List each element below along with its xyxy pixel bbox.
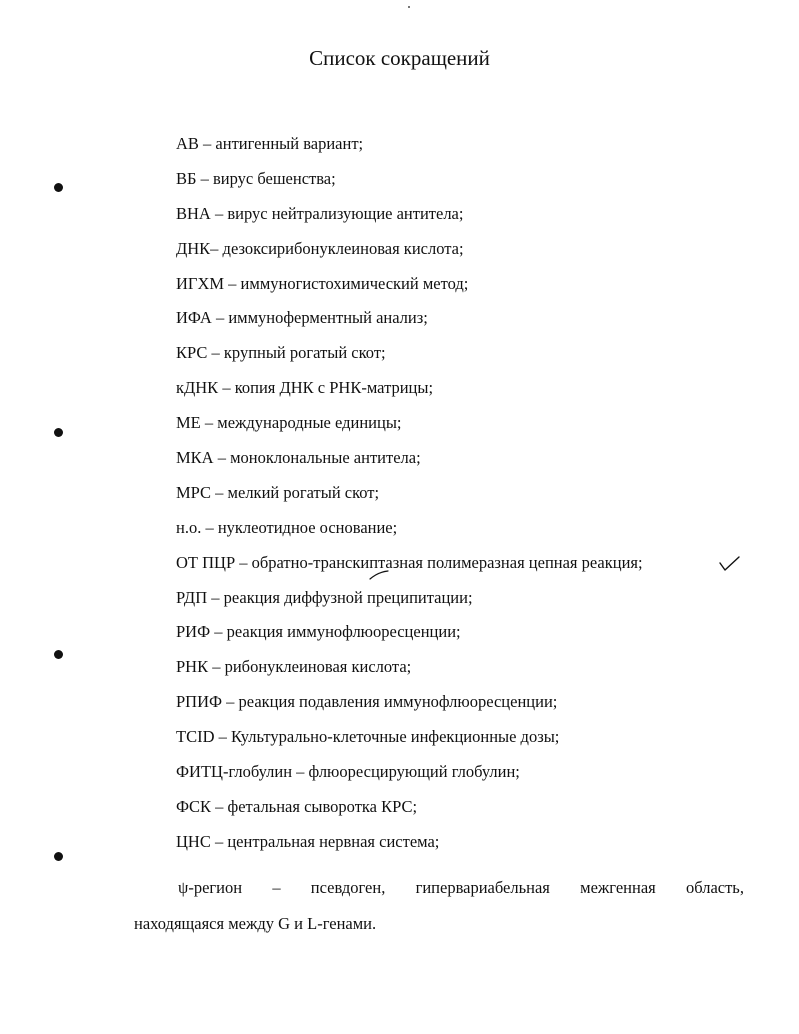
psi-word: область, <box>685 878 744 897</box>
punch-hole-mark <box>54 428 63 437</box>
abbreviation-item: ВБ – вирус бешенства; <box>176 168 336 188</box>
abbreviation-item: кДНК – копия ДНК с РНК-матрицы; <box>176 378 434 398</box>
abbreviation-item: TCID – Культурально-клеточные инфекционные дозы; <box>176 727 560 747</box>
abbreviation-item: н.о. – нуклеотидное основание; <box>176 517 398 537</box>
abbreviation-item: РИФ – реакция иммунофлюоресценции; <box>176 622 461 642</box>
punch-hole-mark <box>54 650 63 659</box>
abbreviation-item: ЦНС – центральная нервная система; <box>176 831 440 851</box>
psi-word: межгенная <box>580 878 656 897</box>
abbreviation-item: ИГХМ – иммуногистохимический метод; <box>176 273 469 293</box>
page-title: Список сокращений <box>309 46 490 70</box>
abbreviation-item: ФСК – фетальная сыворотка КРС; <box>176 796 418 816</box>
scan-speck <box>408 6 410 8</box>
abbreviation-item: ИФА – иммуноферментный анализ; <box>176 308 428 328</box>
psi-word: псевдоген, <box>310 878 386 897</box>
abbreviation-item: МРС – мелкий рогатый скот; <box>176 482 380 502</box>
abbreviation-item: РДП – реакция диффузной преципитации; <box>176 587 473 607</box>
checkmark-icon <box>718 555 742 573</box>
psi-region-continuation: находящаяся между G и L-генами. <box>134 914 377 933</box>
psi-region-line <box>134 870 744 906</box>
abbreviation-item: ВНА – вирус нейтрализующие антитела; <box>176 203 464 223</box>
pen-stroke-mark <box>368 568 392 582</box>
psi-region-entry <box>134 870 744 942</box>
punch-hole-mark <box>54 183 63 192</box>
abbreviation-list <box>176 130 643 863</box>
punch-hole-mark <box>54 852 63 861</box>
abbreviation-item: РПИФ – реакция подавления иммунофлюоресценции; <box>176 692 558 712</box>
psi-word: – <box>272 878 281 897</box>
abbreviation-item: РНК – рибонуклеиновая кислота; <box>176 657 412 677</box>
psi-word: ψ-регион <box>178 878 243 897</box>
abbreviation-item: МКА – моноклональные антитела; <box>176 448 421 468</box>
psi-word: гипервариабельная <box>415 878 550 897</box>
abbreviation-item: КРС – крупный рогатый скот; <box>176 343 386 363</box>
abbreviation-item: АВ – антигенный вариант; <box>176 134 364 153</box>
abbreviation-item: МЕ – международные единицы; <box>176 413 402 433</box>
abbreviation-item: ДНК– дезоксирибонуклеиновая кислота; <box>176 238 464 258</box>
abbreviation-item: ОТ ПЦР – обратно-транскиптазная полимеразная цепная реакция; <box>176 552 643 572</box>
abbreviation-item: ФИТЦ-глобулин – флюоресцирующий глобулин; <box>176 762 520 782</box>
